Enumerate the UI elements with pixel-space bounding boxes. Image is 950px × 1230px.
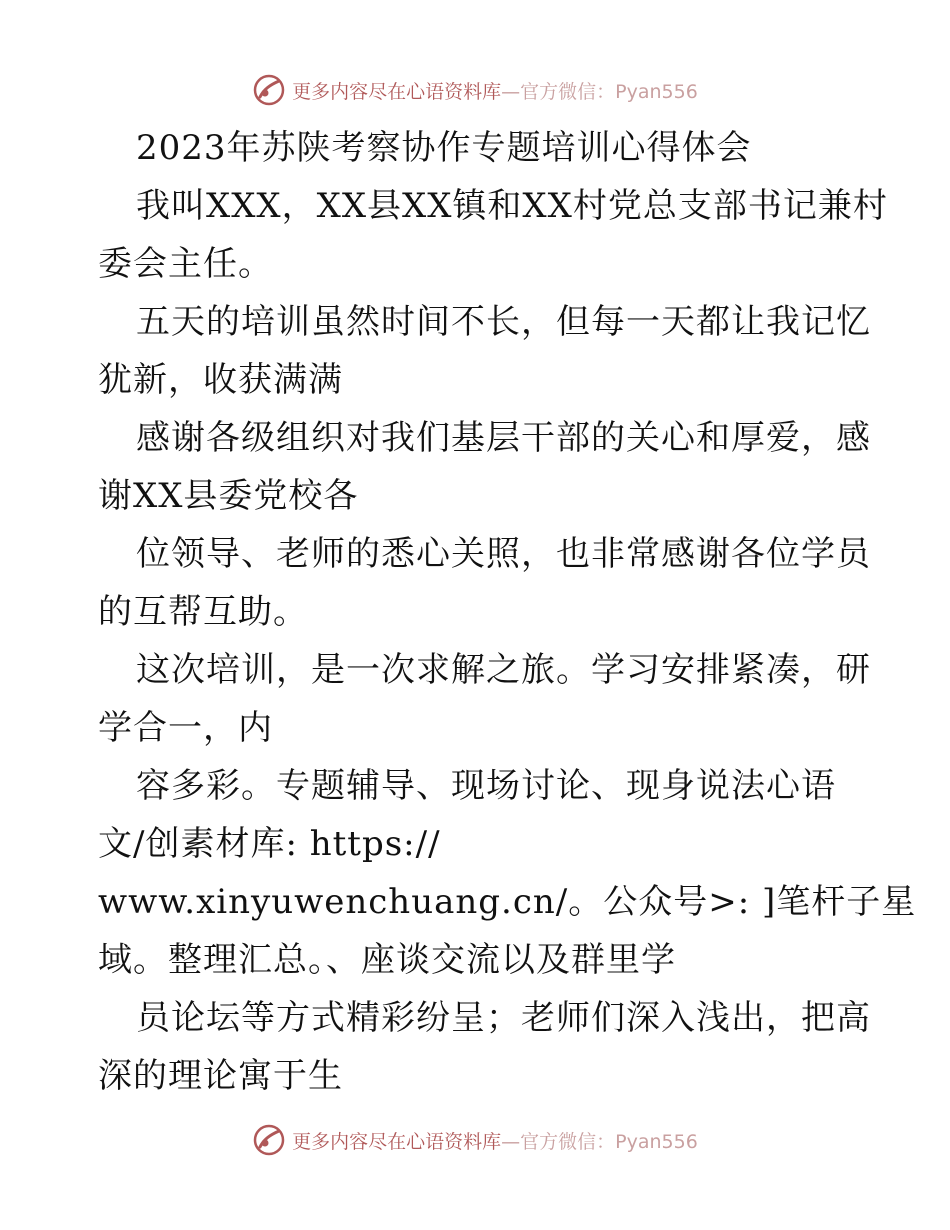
paragraph-line: 犹新，收获满满 [98,360,343,400]
footer-banner-text: 更多内容尽在心语资料库—官方微信：Pyan556 [292,1130,698,1153]
footer-banner [0,1120,950,1160]
document-body [98,119,917,1105]
header-banner-text: 更多内容尽在心语资料库—官方微信：Pyan556 [292,80,698,103]
header-banner [0,70,950,110]
pen-logo-icon [252,1123,286,1157]
paragraph-line: 容多彩。专题辅导、现场讨论、现身说法心语 [136,766,836,806]
paragraph-line: 位领导、老师的悉心关照，也非常感谢各位学员 [136,534,871,574]
paragraph-line: 文/创素材库: https:// [98,824,441,864]
paragraph-line: 委会主任。 [98,244,273,284]
paragraph-line: 域。整理汇总。、座谈交流以及群里学 [98,940,676,980]
paragraph-line: 学合一，内 [98,708,273,748]
paragraph-line: 的互帮互助。 [98,592,308,632]
pen-logo-icon [252,73,286,107]
paragraph-line: 感谢各级组织对我们基层干部的关心和厚爱，感 [136,418,871,458]
paragraph-line: 这次培训，是一次求解之旅。学习安排紧凑，研 [136,650,871,690]
paragraph-line: www.xinyuwenchuang.cn/。公众号>: ]笔杆子星 [98,882,917,922]
paragraph-line: 五天的培训虽然时间不长，但每一天都让我记忆 [136,302,871,342]
paragraph-line: 我叫XXX，XX县XX镇和XX村党总支部书记兼村 [136,186,888,226]
paragraph-line: 员论坛等方式精彩纷呈；老师们深入浅出，把高 [136,998,871,1038]
document-title: 2023年苏陕考察协作专题培训心得体会 [136,128,752,168]
paragraph-line: 深的理论寓于生 [98,1056,343,1096]
paragraph-line: 谢XX县委党校各 [98,476,359,516]
